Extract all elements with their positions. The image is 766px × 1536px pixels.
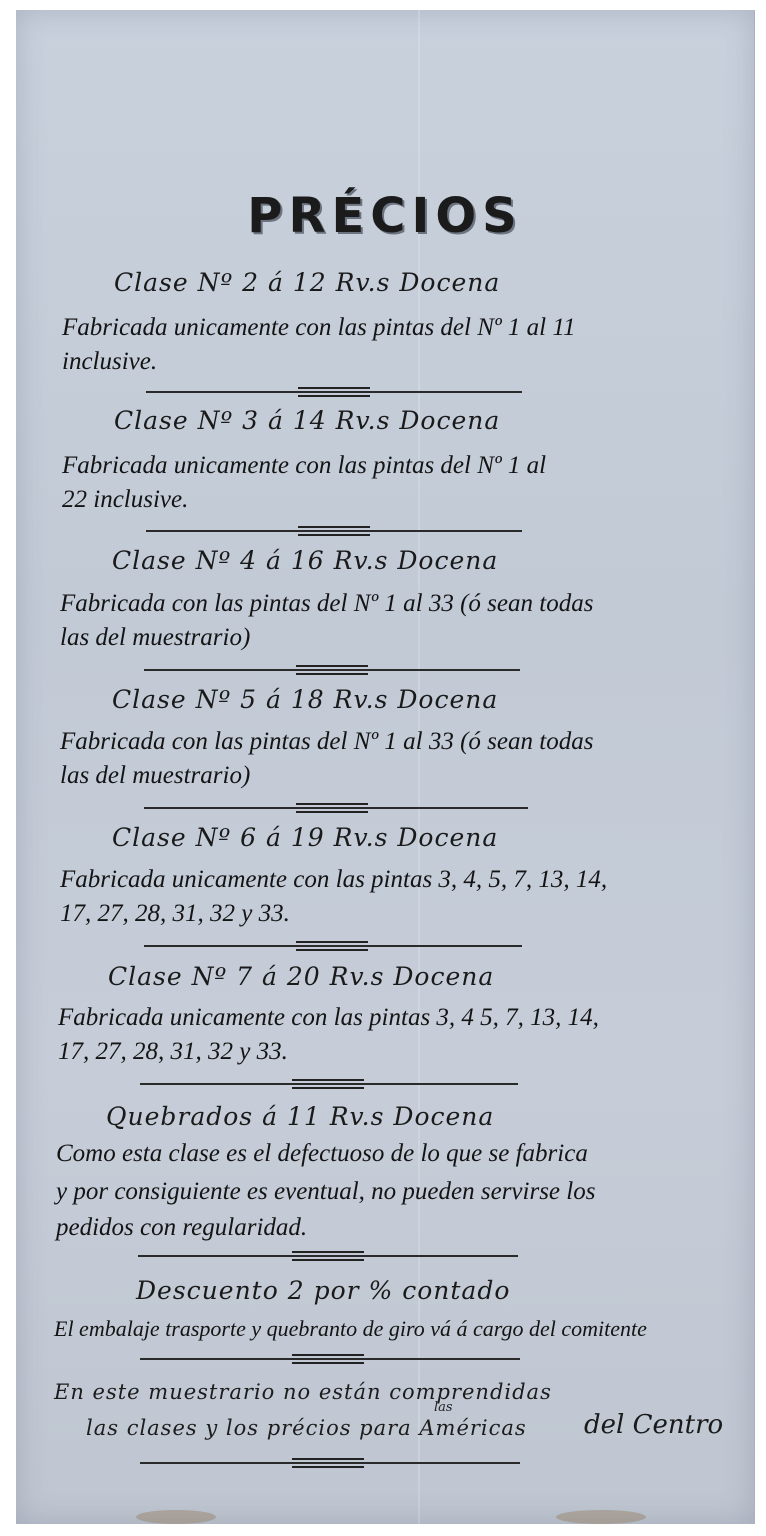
handwritten-signature: del Centro (584, 1410, 724, 1440)
section-line: Como esta clase es el defectuoso de lo que se fabrica (56, 1140, 588, 1167)
section-line: Fabricada con las pintas del Nº 1 al 33 (ó sean todas (60, 728, 594, 755)
divider-ornament (292, 1251, 364, 1261)
divider-ornament (292, 1354, 364, 1364)
divider-ornament (296, 941, 368, 951)
footer-line-1: En este muestrario no están comprendidas (54, 1380, 552, 1404)
section-line: y por consiguiente es eventual, no pueden servirse los (56, 1178, 596, 1205)
section-heading: Clase Nº 4 á 16 Rv.s Docena (112, 546, 499, 575)
section-heading: Clase Nº 3 á 14 Rv.s Docena (114, 406, 501, 435)
section-line: Fabricada con las pintas del Nº 1 al 33 (ó sean todas (60, 590, 594, 617)
section-heading: Clase Nº 7 á 20 Rv.s Docena (108, 962, 495, 991)
section-heading: Clase Nº 2 á 12 Rv.s Docena (114, 268, 501, 297)
section-line: Fabricada unicamente con las pintas 3, 4 5, 7, 13, 14, (58, 1004, 599, 1031)
section-line: las del muestrario) (60, 762, 251, 789)
section-line: Fabricada unicamente con las pintas del Nº 1 al (62, 452, 547, 479)
section-line: las del muestrario) (60, 624, 251, 651)
discount-line: El embalaje trasporte y quebranto de giro vá á cargo del comitente (54, 1316, 647, 1341)
divider-ornament (292, 1079, 364, 1089)
divider-ornament (292, 1458, 364, 1468)
divider-ornament (298, 387, 370, 397)
section-line: 17, 27, 28, 31, 32 y 33. (60, 900, 290, 927)
section-line: Fabricada unicamente con las pintas del Nº 1 al 11 (62, 314, 576, 341)
divider-ornament (296, 803, 368, 813)
section-line: pedidos con regularidad. (56, 1214, 308, 1241)
paper-stain (136, 1510, 216, 1524)
footer-line-2: las clases y los précios para Américas (86, 1416, 527, 1440)
page-title: PRÉCIOS (247, 188, 523, 244)
document-sheet (16, 10, 755, 1524)
section-heading: Clase Nº 5 á 18 Rv.s Docena (112, 685, 499, 714)
footer-insert: las (434, 1400, 453, 1415)
divider-ornament (298, 526, 370, 536)
section-line: Fabricada unicamente con las pintas 3, 4, 5, 7, 13, 14, (60, 866, 608, 893)
section-line: 22 inclusive. (62, 486, 189, 513)
paper-stain (556, 1510, 646, 1524)
divider-ornament (296, 665, 368, 675)
section-line: 17, 27, 28, 31, 32 y 33. (58, 1038, 288, 1065)
section-heading: Clase Nº 6 á 19 Rv.s Docena (112, 823, 499, 852)
section-heading: Quebrados á 11 Rv.s Docena (106, 1102, 495, 1131)
section-line: inclusive. (62, 348, 158, 375)
discount-heading: Descuento 2 por % contado (136, 1276, 511, 1305)
